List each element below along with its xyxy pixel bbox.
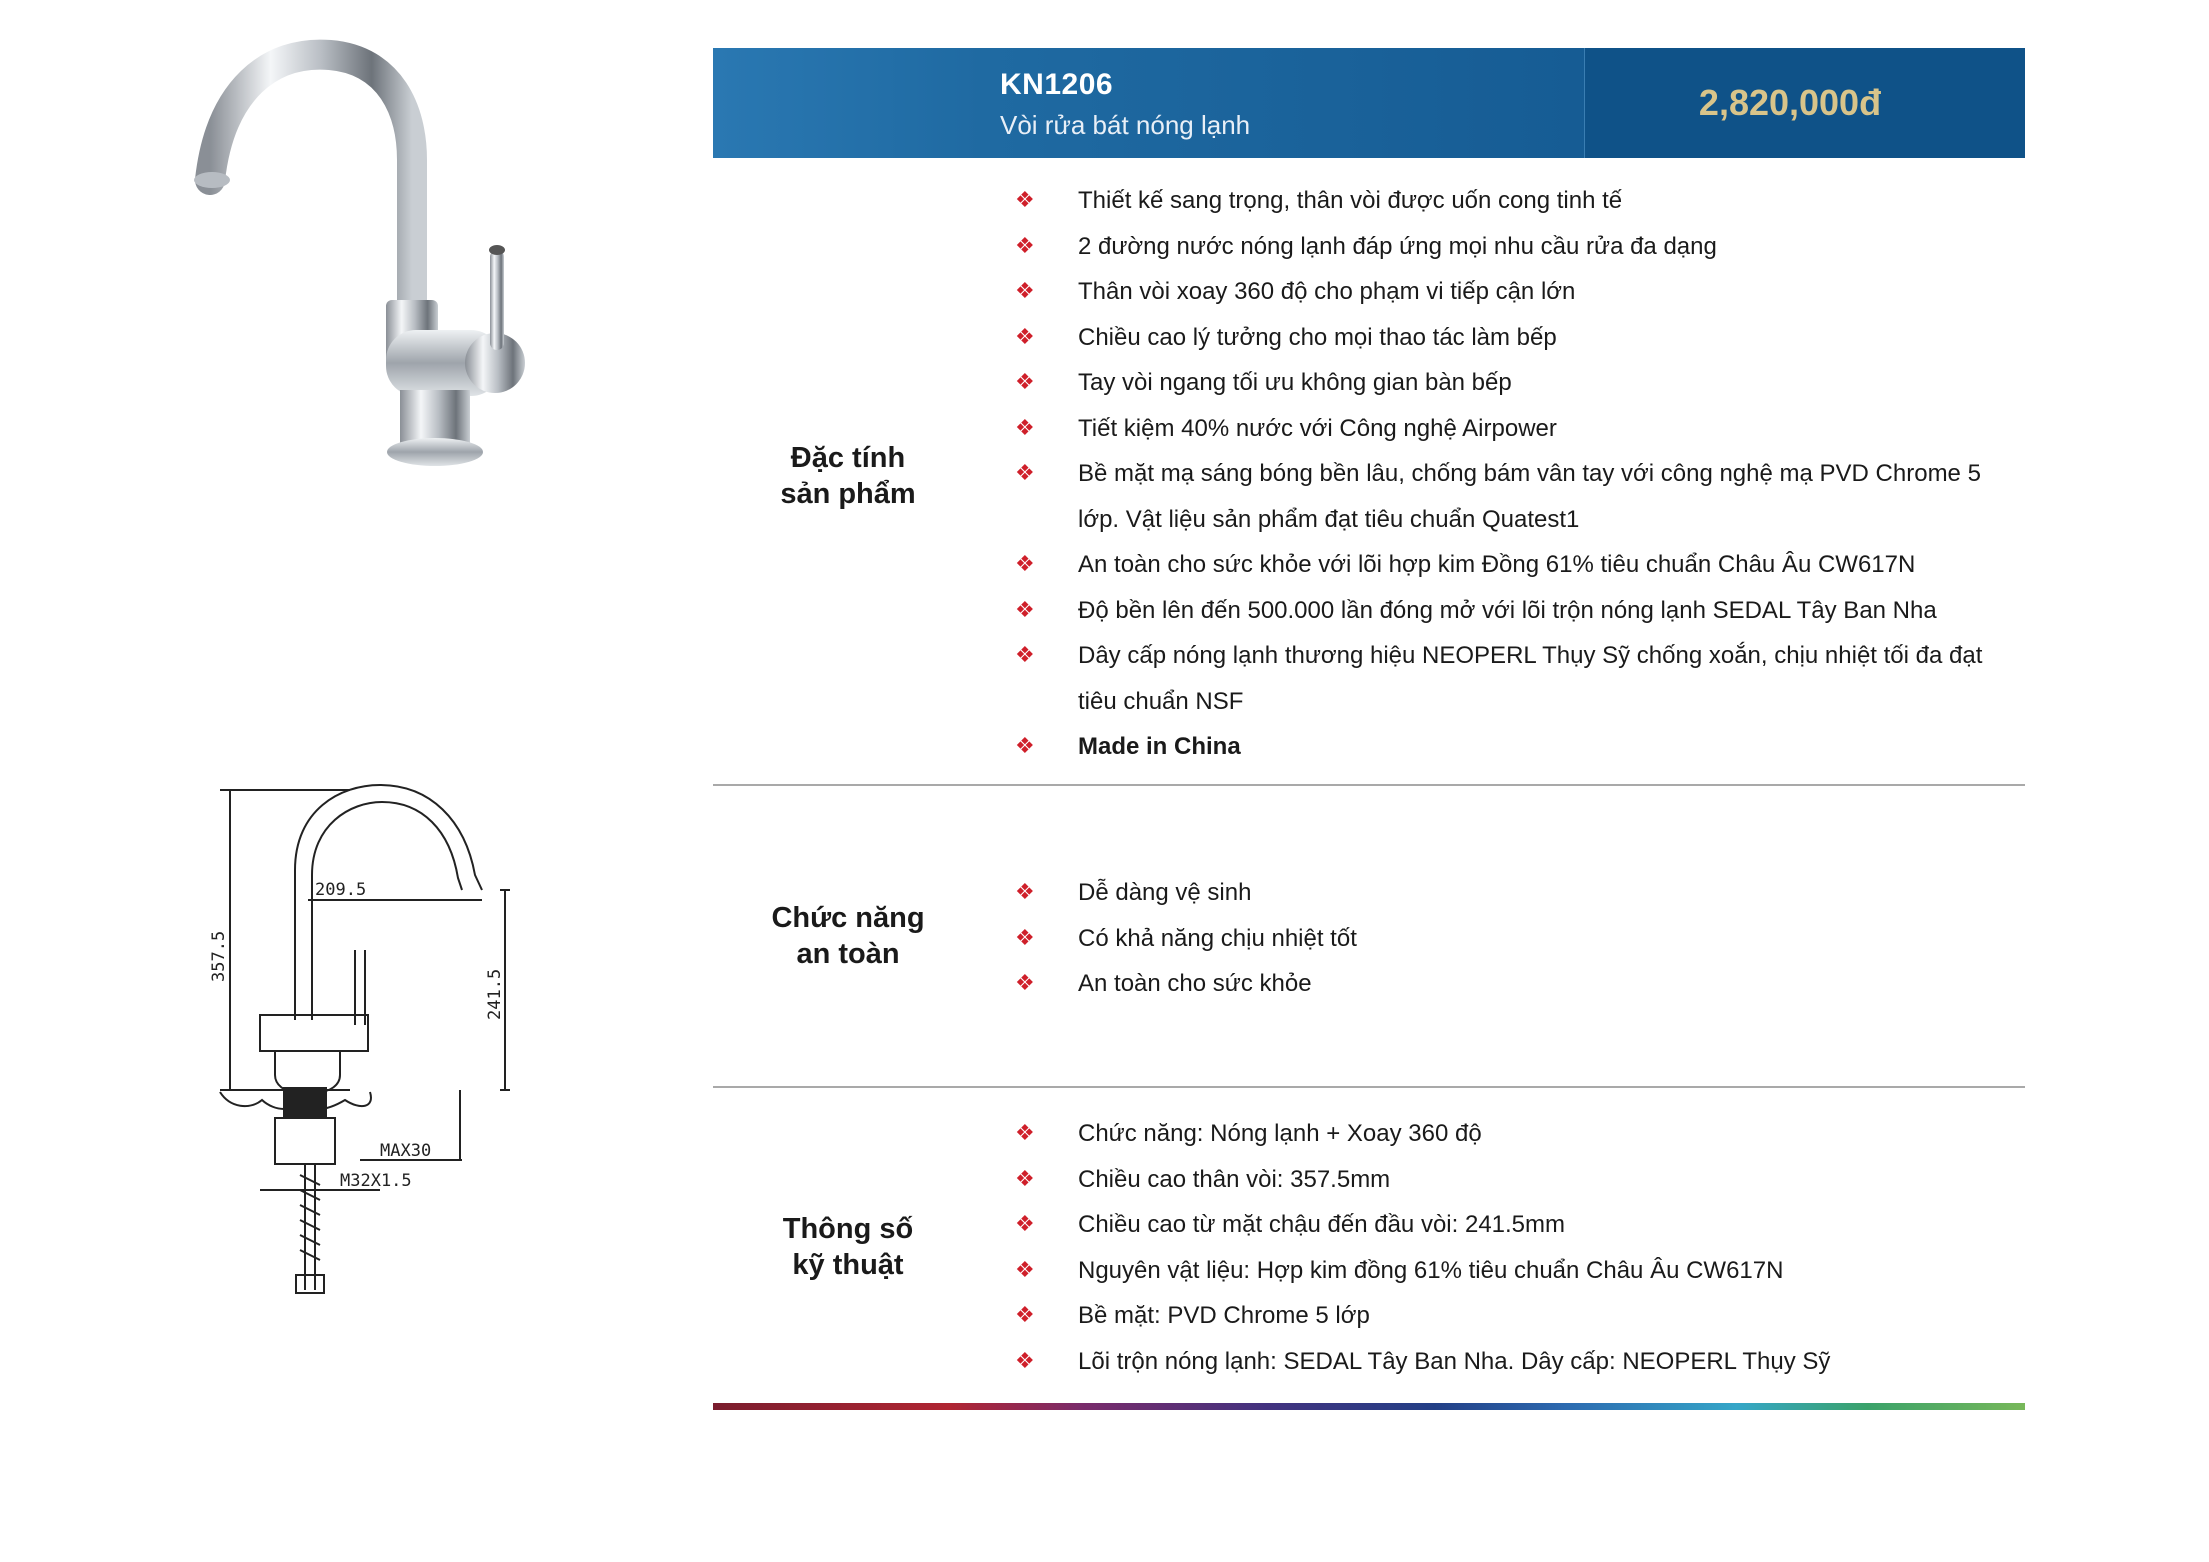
list-item: ❖ Chức năng: Nóng lạnh + Xoay 360 độ (1013, 1111, 2023, 1157)
dim-spout-height: 241.5 (485, 968, 505, 1020)
section-label-line2: kỹ thuật (792, 1249, 904, 1281)
red-diamond-quad-icon: ❖ (1015, 734, 1035, 759)
list-item: ❖ Dây cấp nóng lạnh thương hiệu NEOPERL Thụy Sỹ chống xoắn, chịu nhiệt tối đa đạt tiêu chuẩn NSF (1013, 633, 2023, 724)
list-item: ❖ An toàn cho sức khỏe (1013, 961, 2023, 1007)
section-label-line1: Chức năng (771, 902, 925, 934)
section-divider (713, 1086, 2025, 1088)
list-item: ❖ Chiều cao thân vòi: 357.5mm (1013, 1157, 2023, 1203)
product-header (713, 48, 2025, 158)
spec-list (1013, 1111, 2023, 1384)
list-item: ❖ Chiều cao từ mặt chậu đến đầu vòi: 241.5mm (1013, 1202, 2023, 1248)
product-price: 2,820,000đ (1698, 82, 1882, 123)
red-diamond-quad-icon: ❖ (1015, 1212, 1035, 1237)
section-label-line1: Đặc tính (790, 442, 906, 474)
product-subtitle: Vòi rửa bát nóng lạnh (1000, 110, 1251, 140)
dim-max: MAX30 (380, 1141, 432, 1161)
list-item: ❖ Tay vòi ngang tối ưu không gian bàn bếp (1013, 360, 2023, 406)
red-diamond-quad-icon: ❖ (1015, 1166, 1035, 1192)
red-diamond-quad-icon: ❖ (1015, 279, 1035, 304)
red-diamond-quad-icon: ❖ (1015, 188, 1035, 213)
section-product-features (713, 178, 2025, 768)
header-title-block (983, 48, 1585, 158)
section-label-line2: an toàn (796, 938, 900, 970)
red-diamond-quad-icon: ❖ (1015, 643, 1035, 668)
header-accent-block (713, 48, 983, 158)
red-diamond-quad-icon: ❖ (1015, 925, 1035, 951)
color-bar-divider (713, 1403, 2025, 1410)
faucet-product-photo (150, 30, 610, 490)
list-item: ❖ Chiều cao lý tưởng cho mọi thao tác làm bếp (1013, 315, 2023, 361)
section-label-line2: sản phẩm (780, 478, 916, 510)
red-diamond-quad-icon: ❖ (1015, 1303, 1035, 1328)
red-diamond-quad-icon: ❖ (1015, 1257, 1035, 1283)
red-diamond-quad-icon: ❖ (1015, 415, 1035, 441)
list-item: ❖ Thiết kế sang trọng, thân vòi được uốn cong tinh tế (1013, 178, 2023, 224)
list-item: ❖ Nguyên vật liệu: Hợp kim đồng 61% tiêu chuẩn Châu Âu CW617N (1013, 1248, 2023, 1294)
product-model: KN1206 (1000, 68, 1114, 101)
section-safety-functions (713, 870, 2025, 1070)
price-block (1585, 48, 2025, 158)
list-item: ❖ Bề mặt mạ sáng bóng bền lâu, chống bám vân tay với công nghệ mạ PVD Chrome 5 lớp. Vật liệu sản phẩm đạt tiêu chuẩn Quatest1 (1013, 451, 2023, 542)
safety-list (1013, 870, 2023, 1007)
red-diamond-quad-icon: ❖ (1015, 971, 1035, 996)
section-divider (713, 784, 2025, 786)
section-label-line1: Thông số (782, 1213, 914, 1245)
list-item: ❖ Độ bền lên đến 500.000 lần đóng mở với lõi trộn nóng lạnh SEDAL Tây Ban Nha (1013, 588, 2023, 634)
section-label (713, 1211, 983, 1283)
dim-height: 357.5 (209, 930, 229, 982)
list-item: ❖ Bề mặt: PVD Chrome 5 lớp (1013, 1293, 2023, 1339)
list-item: ❖ 2 đường nước nóng lạnh đáp ứng mọi nhu cầu rửa đa dạng (1013, 224, 2023, 270)
red-diamond-quad-icon: ❖ (1015, 324, 1035, 350)
list-item: ❖ Có khả năng chịu nhiệt tốt (1013, 916, 2023, 962)
list-item: ❖ Dễ dàng vệ sinh (1013, 870, 2023, 916)
list-item: ❖ An toàn cho sức khỏe với lõi hợp kim Đồng 61% tiêu chuẩn Châu Âu CW617N (1013, 542, 2023, 588)
dim-thread: M32X1.5 (340, 1171, 412, 1191)
section-label (713, 440, 983, 512)
list-item: ❖ Tiết kiệm 40% nước với Công nghệ Airpower (1013, 406, 2023, 452)
dim-reach: 209.5 (315, 880, 367, 900)
red-diamond-quad-icon: ❖ (1015, 233, 1035, 259)
red-diamond-quad-icon: ❖ (1015, 461, 1035, 486)
red-diamond-quad-icon: ❖ (1015, 880, 1035, 905)
red-diamond-quad-icon: ❖ (1015, 552, 1035, 577)
red-diamond-quad-icon: ❖ (1015, 1348, 1035, 1374)
technical-dimension-drawing (200, 770, 580, 1310)
section-label (713, 900, 983, 972)
list-item: ❖ Thân vòi xoay 360 độ cho phạm vi tiếp cận lớn (1013, 269, 2023, 315)
red-diamond-quad-icon: ❖ (1015, 370, 1035, 395)
section-technical-specs (713, 1111, 2025, 1401)
feature-list (1013, 178, 2023, 770)
red-diamond-quad-icon: ❖ (1015, 1121, 1035, 1146)
red-diamond-quad-icon: ❖ (1015, 597, 1035, 623)
list-item: ❖ Lõi trộn nóng lạnh: SEDAL Tây Ban Nha. Dây cấp: NEOPERL Thụy Sỹ (1013, 1339, 2023, 1385)
list-item: ❖ Made in China (1013, 724, 2023, 770)
